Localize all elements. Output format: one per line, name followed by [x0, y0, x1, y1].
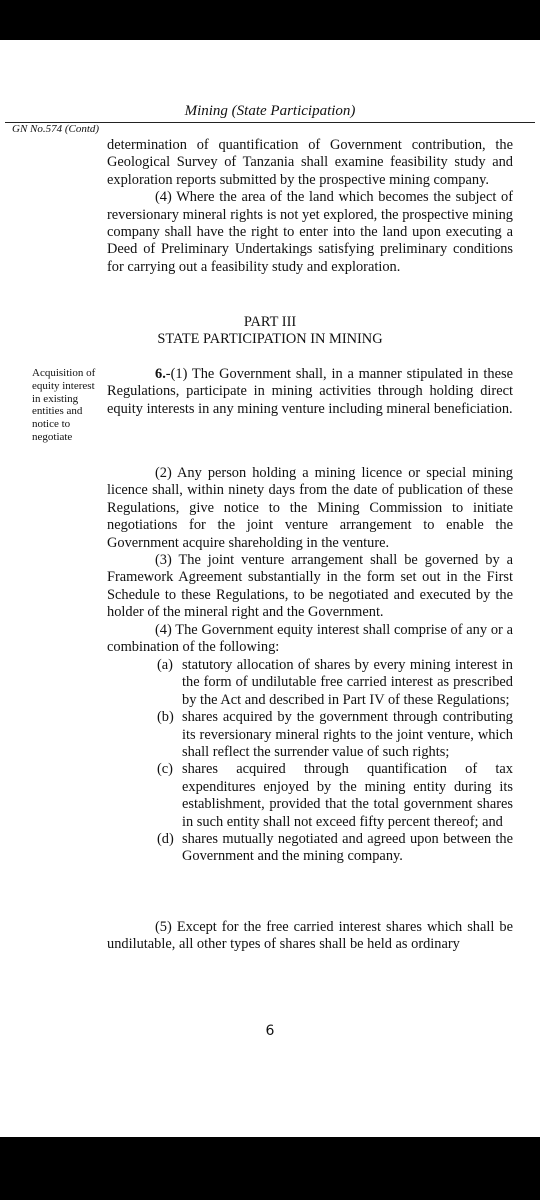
subsection-1-text: -(1) The Government shall, in a manner stipulated in these Regulations, participate in mining activities through holding direct equity interests in any mining venture including mineral beneficiation. [107, 366, 513, 417]
section-number: 6. [155, 366, 166, 382]
gn-reference: GN No.574 (Contd) [12, 123, 100, 135]
part-title: STATE PARTICIPATION IN MINING [157, 331, 383, 347]
part-number: PART III [243, 314, 297, 330]
subsection-5-block [107, 919, 513, 954]
subsection-2: (2) Any person holding a mining licence or special mining licence shall, within ninety days from the date of publication of these Regulations, give notice to the Mining Commission to initiate negotiations for the joint venture arrangement to enable the Government acquire shareholding in the venture. [107, 465, 513, 551]
list-item: (d) shares mutually negotiated and agreed upon between the Government and the mining company. [157, 831, 513, 865]
section-6-subsection-1 [107, 366, 513, 418]
section-6-body [107, 465, 513, 656]
status-bar [0, 0, 540, 40]
list-item: (a) statutory allocation of shares by every mining interest in the form of undilutable free carried interest as prescribed by the Act and described in Part IV of these Regulations; [157, 657, 513, 708]
margin-note: Acquisition of equity interest in existing entities and notice to negotiate [32, 367, 96, 443]
equity-items-list [157, 657, 513, 866]
subsection-3: (3) The joint venture arrangement shall be governed by a Framework Agreement substantially in the form set out in the First Schedule to these Regulations, to be negotiated and executed by the holder of the mineral right and the Government. [107, 552, 513, 621]
subsection-5: (5) Except for the free carried interest shares which shall be undilutable, all other types of shares shall be held as ordinary [107, 919, 513, 953]
list-item: (b) shares acquired by the government through contributing its reversionary mineral rights to the joint venture, which shall reflect the surrender value of such rights; [157, 709, 513, 761]
list-item: (c) shares acquired through quantification of tax expenditures enjoyed by the mining entity during its establishment, provided that the total government shares in such entity shall not exceed fifty percent thereof; and [157, 761, 513, 830]
running-header-title: Mining (State Participation) [184, 103, 356, 119]
page-number: 6 [265, 1023, 275, 1039]
subsection-4-top: (4) Where the area of the land which becomes the subject of reversionary mineral rights is not yet explored, the prospective mining company shall have the right to enter into the land upon executing a Deed of Preliminary Undertakings satisfying preliminary conditions for carrying out a feasibility study and exploration. [107, 189, 513, 275]
document-page [0, 40, 540, 1137]
continued-paragraph: determination of quantification of Government contribution, the Geological Survey of Tanzania shall examine feasibility study and exploration reports submitted by the prospective mining company. [107, 137, 513, 188]
navigation-bar [0, 1137, 540, 1200]
subsection-4: (4) The Government equity interest shall comprise of any or a combination of the following: [107, 621, 513, 656]
continued-text-block [107, 137, 513, 276]
